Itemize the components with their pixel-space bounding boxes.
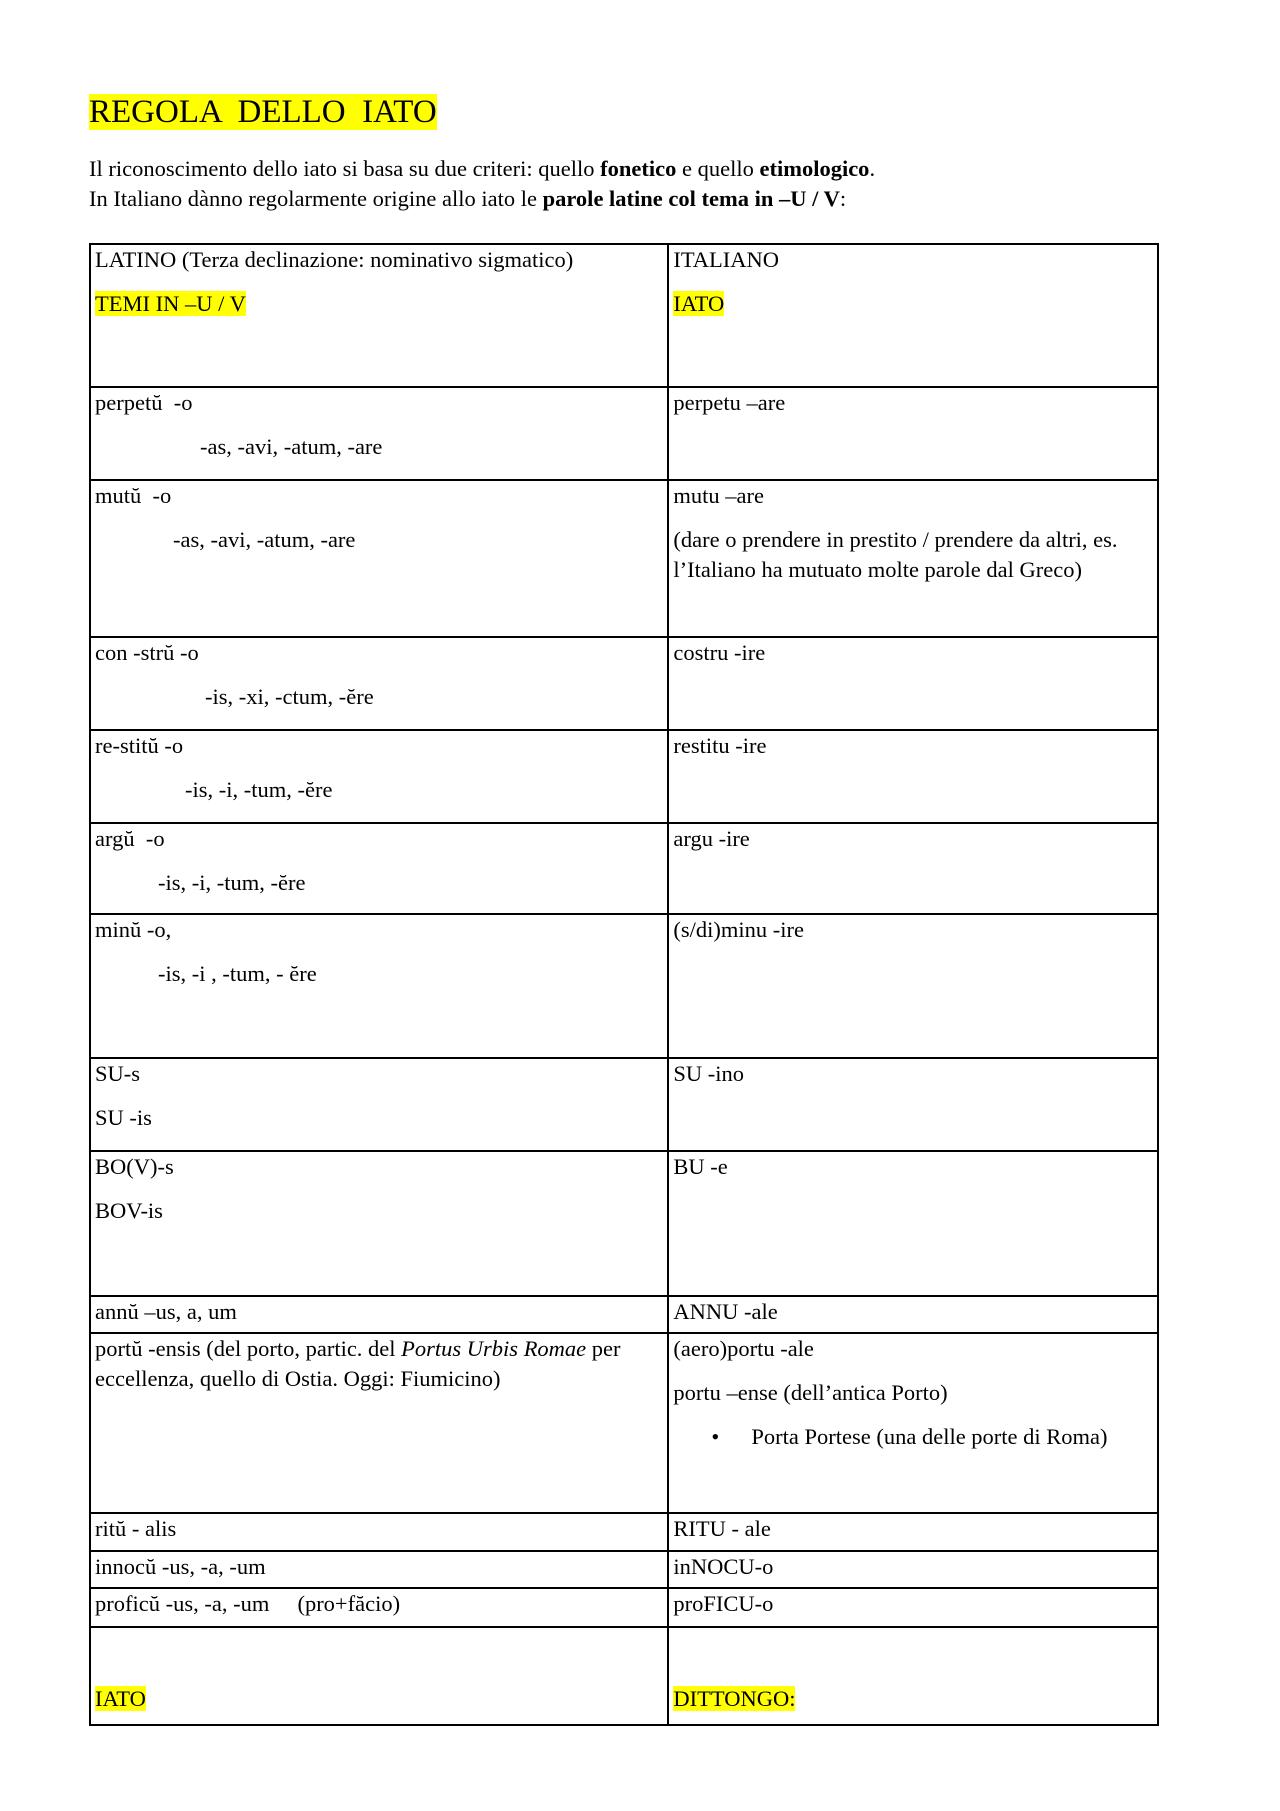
latin-endings: SU -is — [95, 1105, 152, 1130]
intro-bold-etimologico: etimologico — [759, 156, 870, 181]
latin-stem: minŭ -o, — [95, 917, 172, 942]
italian-word: perpetu –are — [673, 390, 786, 415]
footer-dittongo: DITTONGO: — [673, 1686, 796, 1711]
bullet-item — [673, 1422, 1153, 1452]
header-italian-sub-wrap — [673, 289, 1153, 319]
table-row — [90, 1151, 1158, 1296]
latin-stem: ritŭ - alis — [95, 1516, 177, 1541]
italian-word: RITU - ale — [673, 1516, 771, 1541]
footer-latin-cell — [90, 1627, 668, 1725]
latin-italian-table — [89, 243, 1159, 1726]
header-latin-cell — [90, 244, 668, 387]
latin-stem: innocŭ -us, -a, -um — [95, 1554, 266, 1579]
intro-line-2 — [89, 184, 1189, 214]
intro-bold-fonetico: fonetico — [600, 156, 677, 181]
intro-paragraph — [89, 154, 1189, 214]
latin-stem: SU-s — [95, 1061, 141, 1086]
italian-cell — [668, 480, 1158, 637]
latin-cell — [90, 914, 668, 1058]
latin-endings: -is, -i, -tum, -ĕre — [158, 870, 306, 895]
table-row — [90, 1296, 1158, 1333]
latin-stem: BO(V)-s — [95, 1154, 174, 1179]
page-title — [89, 90, 437, 134]
italian-word: BU -e — [673, 1154, 728, 1179]
intro-text: . — [869, 156, 876, 181]
italian-word: inNOCU-o — [673, 1554, 774, 1579]
latin-text: portŭ -ensis (del porto, partic. del — [95, 1336, 402, 1361]
italian-note: (dare o prendere in prestito / prendere da altri, es. l’Italiano ha mutuato molte parole dal Greco) — [673, 527, 1118, 582]
latin-cell — [90, 823, 668, 914]
table-row — [90, 914, 1158, 1058]
italian-word: proFICU-o — [673, 1591, 774, 1616]
italian-cell — [668, 1588, 1158, 1627]
table-row — [90, 637, 1158, 730]
latin-cell — [90, 637, 668, 730]
italian-cell — [668, 914, 1158, 1058]
header-latin-sub-wrap — [95, 289, 663, 319]
table-row — [90, 480, 1158, 637]
latin-cell — [90, 1296, 668, 1333]
latin-italic: Portus Urbis Romae — [401, 1336, 587, 1361]
header-italian: ITALIANO — [673, 247, 780, 272]
latin-cell — [90, 1151, 668, 1296]
latin-stem: perpetŭ -o — [95, 390, 193, 415]
italian-word: costru -ire — [673, 640, 766, 665]
italian-cell — [668, 387, 1158, 480]
latin-cell — [90, 1513, 668, 1551]
latin-cell — [90, 1058, 668, 1151]
latin-cell — [90, 1551, 668, 1588]
table-row — [90, 823, 1158, 914]
latin-portus — [95, 1334, 663, 1394]
italian-cell — [668, 1296, 1158, 1333]
table-row — [90, 1588, 1158, 1627]
table-row — [90, 1513, 1158, 1551]
italian-word: portu –ense (dell’antica Porto) — [673, 1380, 948, 1405]
intro-text: In Italiano dànno regolarmente origine allo iato le — [89, 186, 543, 211]
italian-word: SU -ino — [673, 1061, 745, 1086]
italian-word: argu -ire — [673, 826, 750, 851]
intro-text: Il riconoscimento dello iato si basa su due criteri: quello — [89, 156, 601, 181]
intro-text: : — [839, 186, 847, 211]
italian-word: restitu -ire — [673, 733, 767, 758]
table-row — [90, 1333, 1158, 1513]
latin-text: per eccellenza, quello di Ostia. Oggi: Fiumicino) — [95, 1336, 621, 1391]
italian-cell — [668, 1513, 1158, 1551]
header-latin-sub: TEMI IN –U / V — [95, 291, 246, 316]
italian-cell — [668, 1058, 1158, 1151]
italian-word: (s/di)minu -ire — [673, 917, 804, 942]
italian-word: mutu –are — [673, 483, 764, 508]
italian-word: (aero)portu -ale — [673, 1336, 814, 1361]
footer-iato: IATO — [95, 1686, 146, 1711]
header-latin: LATINO (Terza declinazione: nominativo sigmatico) — [95, 247, 574, 272]
italian-cell — [668, 1551, 1158, 1588]
latin-stem: proficŭ -us, -a, -um (pro+făcio) — [95, 1591, 401, 1616]
latin-cell — [90, 730, 668, 823]
table-footer-row — [90, 1627, 1158, 1725]
italian-word: ANNU -ale — [673, 1299, 778, 1324]
table-row — [90, 1551, 1158, 1588]
latin-cell — [90, 1588, 668, 1627]
italian-cell — [668, 1333, 1158, 1513]
latin-stem: annŭ –us, a, um — [95, 1299, 237, 1324]
table-header-row — [90, 244, 1158, 387]
italian-cell — [668, 823, 1158, 914]
latin-stem: con -strŭ -o — [95, 640, 199, 665]
footer-italian-cell — [668, 1627, 1158, 1725]
italian-cell — [668, 730, 1158, 823]
header-italian-cell — [668, 244, 1158, 387]
latin-endings: -is, -i , -tum, - ĕre — [158, 961, 317, 986]
latin-endings: BOV-is — [95, 1198, 163, 1223]
latin-endings: -is, -xi, -ctum, -ĕre — [205, 684, 374, 709]
italian-cell — [668, 1151, 1158, 1296]
intro-line-1 — [89, 154, 1189, 184]
intro-bold-tema: parole latine col tema in –U / V — [542, 186, 840, 211]
header-italian-sub: IATO — [673, 291, 725, 316]
latin-endings: -as, -avi, -atum, -are — [200, 434, 383, 459]
title-highlight: REGOLA DELLO IATO — [89, 94, 437, 130]
table-row — [90, 387, 1158, 480]
latin-endings: -is, -i, -tum, -ĕre — [185, 777, 333, 802]
italian-cell — [668, 637, 1158, 730]
latin-endings: -as, -avi, -atum, -are — [173, 527, 356, 552]
latin-cell — [90, 387, 668, 480]
latin-stem: argŭ -o — [95, 826, 165, 851]
intro-text: e quello — [676, 156, 760, 181]
latin-stem: mutŭ -o — [95, 483, 172, 508]
table-row — [90, 1058, 1158, 1151]
bullet-icon: • — [711, 1424, 720, 1449]
latin-stem: re-stitŭ -o — [95, 733, 184, 758]
table-row — [90, 730, 1158, 823]
bullet-text: Porta Portese (una delle porte di Roma) — [751, 1424, 1108, 1449]
latin-cell — [90, 1333, 668, 1513]
latin-cell — [90, 480, 668, 637]
